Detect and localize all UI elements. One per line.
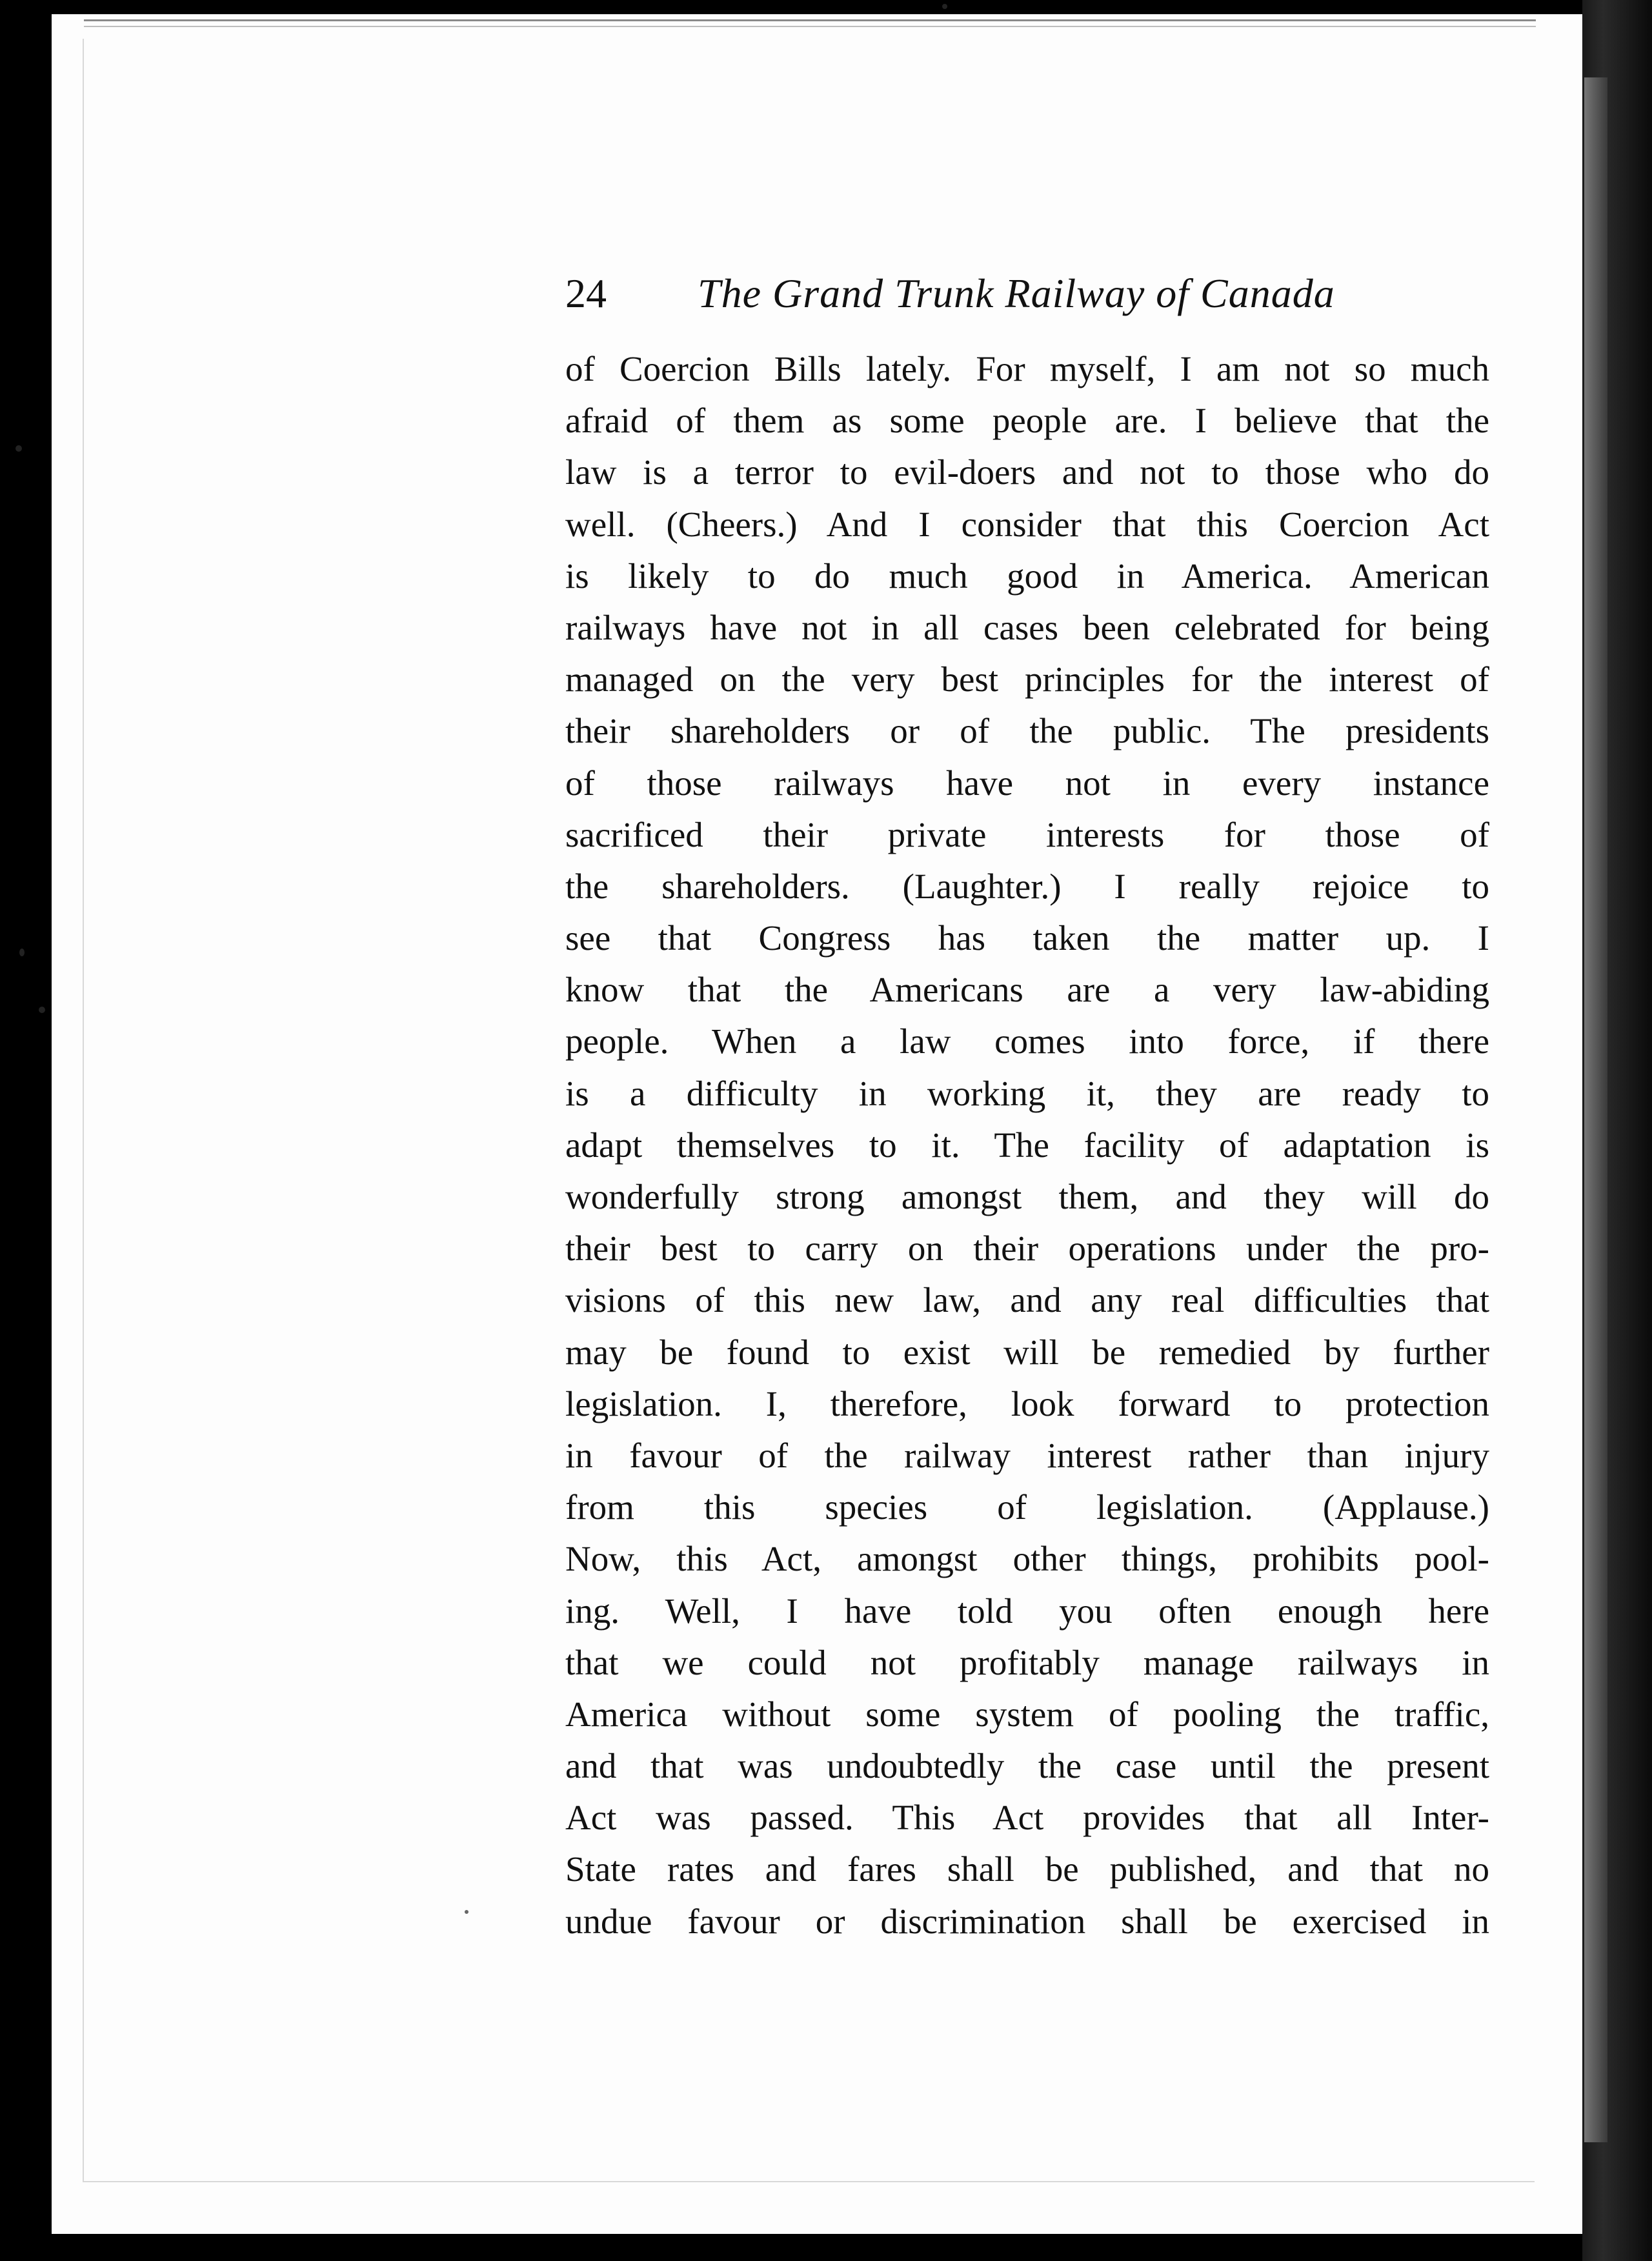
text-line: America without some system of pooling the traffic, <box>565 1694 1489 1734</box>
running-head <box>565 265 1349 323</box>
text-line: of Coercion Bills lately. For myself, I am not so much <box>565 349 1489 388</box>
top-rule <box>84 19 1536 21</box>
body-text <box>565 343 1489 1947</box>
text-line: from this species of legislation. (Applause.) <box>565 1487 1489 1527</box>
text-line: their best to carry on their operations under the pro- <box>565 1229 1489 1269</box>
text-line: sacrificed their private interests for those of <box>565 814 1489 854</box>
text-line: in favour of the railway interest rather than injury <box>565 1435 1489 1475</box>
text-line: of those railways have not in every instance <box>565 763 1489 803</box>
scan-speck <box>465 1910 468 1914</box>
inner-page-edge-left <box>83 39 84 2181</box>
scan-speck <box>942 4 947 9</box>
text-line: wonderfully strong amongst them, and they will do <box>565 1177 1489 1216</box>
text-line: the shareholders. (Laughter.) I really rejoice to <box>565 866 1489 906</box>
text-line: ing. Well, I have told you often enough here <box>565 1591 1489 1631</box>
text-line: is likely to do much good in America. American <box>565 556 1489 596</box>
page-edge-bevel <box>1584 77 1607 2142</box>
inner-page-edge-bottom <box>83 2181 1535 2182</box>
text-line: legislation. I, therefore, look forward to protection <box>565 1383 1489 1423</box>
text-line: law is a terror to evil-doers and not to those who do <box>565 452 1489 492</box>
text-line: Act was passed. This Act provides that all Inter- <box>565 1798 1489 1838</box>
text-line: well. (Cheers.) And I consider that this Coercion Act <box>565 504 1489 544</box>
text-line: that we could not profitably manage railways in <box>565 1642 1489 1682</box>
text-line: is a difficulty in working it, they are ready to <box>565 1073 1489 1113</box>
text-line: State rates and fares shall be published, and that no <box>565 1849 1489 1889</box>
top-rule-secondary <box>84 26 1536 27</box>
text-line: adapt themselves to it. The facility of adaptation is <box>565 1125 1489 1165</box>
text-line: managed on the very best principles for the interest of <box>565 659 1489 699</box>
text-line: undue favour or discrimination shall be exercised in <box>565 1901 1489 1941</box>
text-line: Now, this Act, amongst other things, prohibits pool- <box>565 1539 1489 1579</box>
text-line: know that the Americans are a very law-abiding <box>565 970 1489 1010</box>
text-line: railways have not in all cases been celebrated for being <box>565 607 1489 647</box>
scan-speck <box>15 445 22 452</box>
text-line: visions of this new law, and any real difficulties that <box>565 1280 1489 1320</box>
scan-speck <box>19 949 25 956</box>
text-line: see that Congress has taken the matter up. I <box>565 918 1489 958</box>
text-line: people. When a law comes into force, if there <box>565 1021 1489 1061</box>
text-line: may be found to exist will be remedied by further <box>565 1332 1489 1372</box>
scan-speck <box>39 1007 45 1013</box>
text-line: their shareholders or of the public. The presidents <box>565 711 1489 751</box>
text-line: and that was undoubtedly the case until the present <box>565 1746 1489 1786</box>
page-number: 24 <box>565 270 607 316</box>
running-title: The Grand Trunk Railway of Canada <box>698 270 1335 316</box>
text-line: afraid of them as some people are. I believe that the <box>565 401 1489 441</box>
